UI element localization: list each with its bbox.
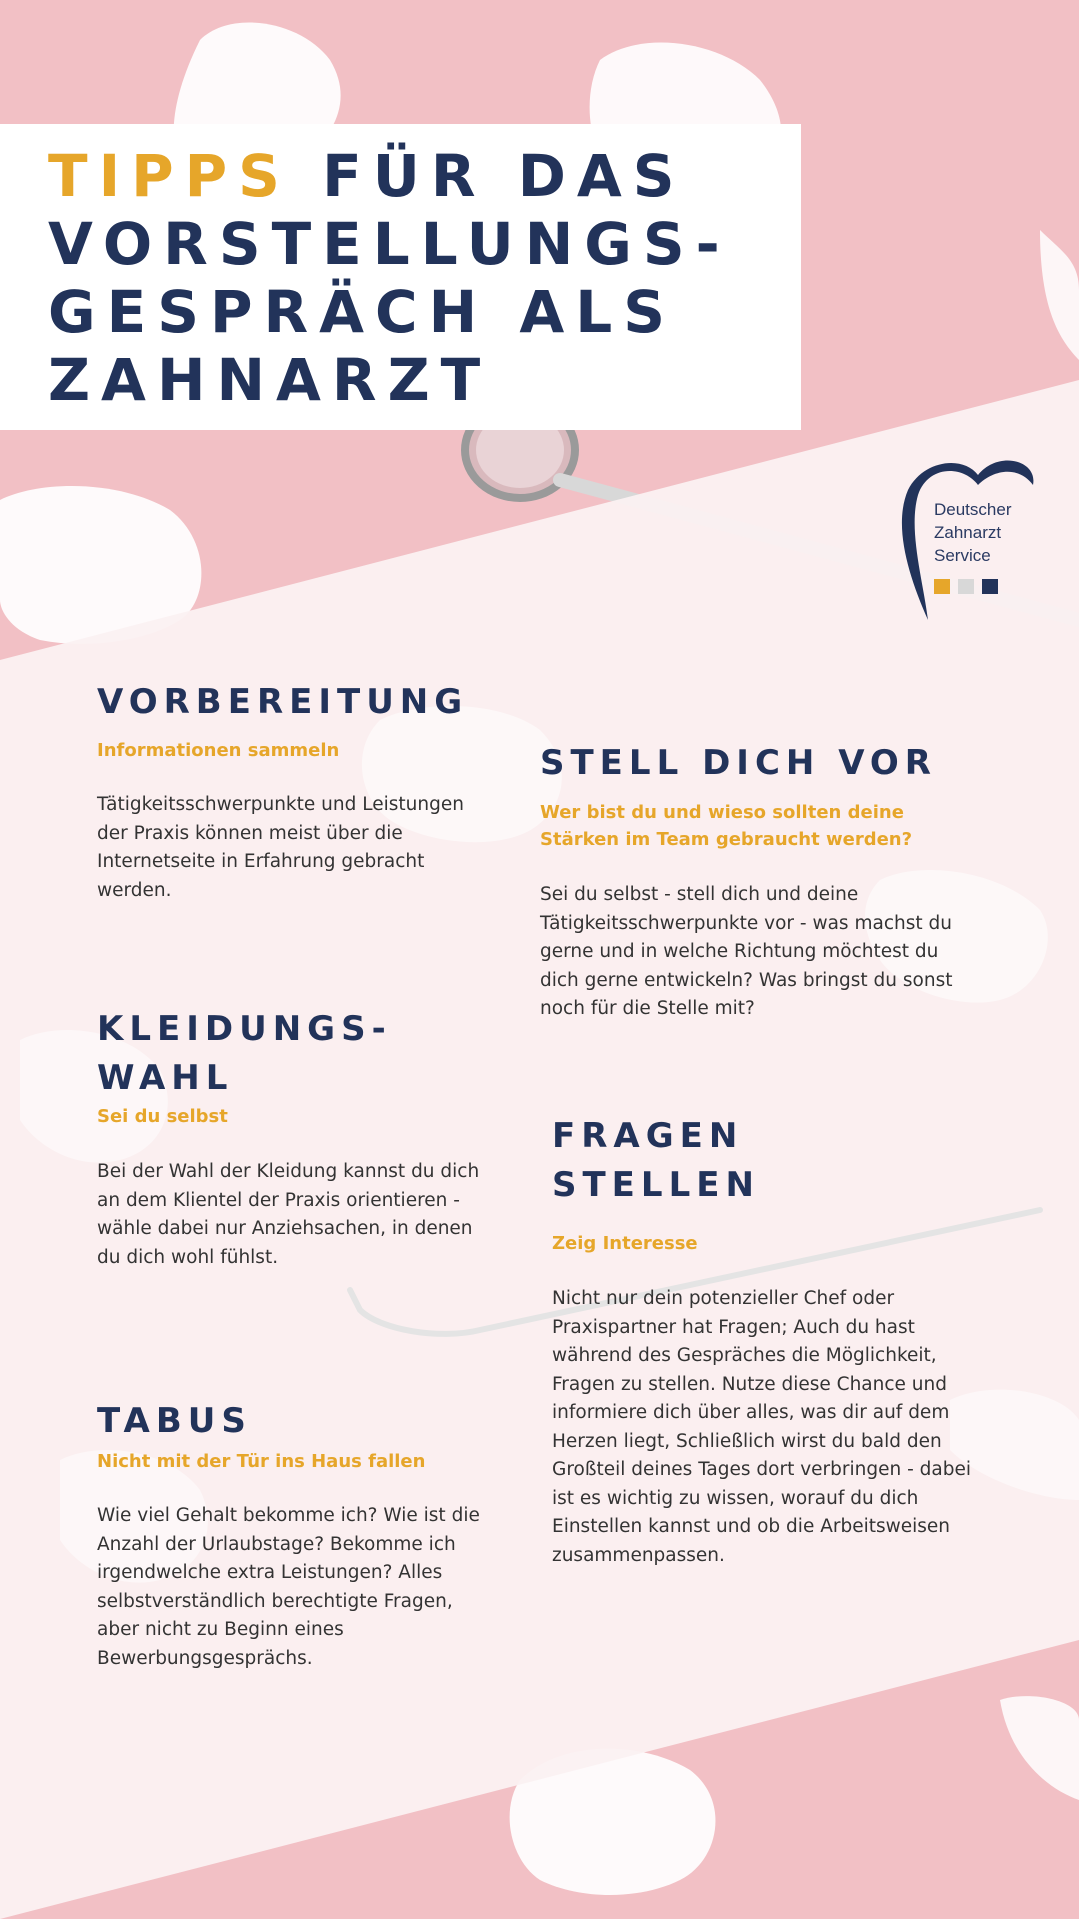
section-heading: STELL DICH VOR [540, 743, 937, 783]
section-heading: TABUS [97, 1401, 252, 1441]
logo-line-2: Zahnarzt [934, 523, 1002, 542]
page-title [48, 142, 731, 414]
section-vorbereitung [97, 678, 497, 905]
section-heading-line-2: STELLEN [552, 1165, 760, 1205]
logo-line-1: Deutscher [934, 500, 1012, 519]
section-heading [97, 1005, 497, 1103]
logo-square-yellow [934, 579, 950, 594]
section-body: Tätigkeitsschwerpunkte und Leistungen der Praxis können meist über die Internetseite in Erfahrung gebracht werden. [97, 794, 464, 901]
title-line-4: ZAHNARZT [48, 346, 492, 414]
section-subtitle: Informationen sammeln [97, 740, 340, 761]
section-body: Nicht nur dein potenzieller Chef oder Praxispartner hat Fragen; Auch du hast während des Gespräches die Möglichkeit, Fragen zu stellen. Nutze diese Chance und informiere dich über alles, was dir auf dem Herzen liegt, Schließlich wirst du bald den Großteil deines Tages dort verbringen - dabei ist es wichtig zu wissen, worauf du dich Einstellen kannst und ob die Arbeitsweisen zusammenpassen. [552, 1288, 971, 1566]
section-subtitle [540, 799, 1000, 853]
section-stell-dich-vor [540, 739, 1000, 1024]
section-subtitle-line-2: Stärken im Team gebraucht werden? [540, 829, 913, 850]
title-line-3: GESPRÄCH ALS [48, 278, 676, 346]
section-tabus [97, 1397, 497, 1673]
section-body: Wie viel Gehalt bekomme ich? Wie ist die Anzahl der Urlaubstage? Bekomme ich irgendwelche extra Leistungen? Alles selbstverständlich berechtigte Fragen, aber nicht zu Beginn eines Bewerbungsgesprächs. [97, 1505, 480, 1669]
section-heading [552, 1112, 1012, 1210]
section-heading-line-1: FRAGEN [552, 1116, 744, 1156]
logo-line-3: Service [934, 546, 991, 565]
section-body: Sei du selbst - stell dich und deine Tätigkeitsschwerpunkte vor - was machst du gerne und in welche Richtung möchtest du dich gerne entwickeln? Was bringst du sonst noch für die Stelle mit? [540, 884, 953, 1019]
section-subtitle: Nicht mit der Tür ins Haus fallen [97, 1451, 426, 1472]
section-heading: VORBEREITUNG [97, 682, 469, 722]
section-subtitle: Sei du selbst [97, 1106, 228, 1127]
section-fragen-stellen [552, 1112, 1012, 1570]
title-line-1: FÜR DAS [322, 142, 686, 210]
logo-wordmark [934, 498, 1011, 567]
title-line-2: VORSTELLUNGS- [48, 210, 731, 278]
section-heading-line-2: WAHL [97, 1058, 234, 1098]
logo-square-navy [982, 579, 998, 594]
section-subtitle-line-1: Wer bist du und wieso sollten deine [540, 802, 904, 823]
logo-square-gray [958, 579, 974, 594]
section-body: Bei der Wahl der Kleidung kannst du dich an dem Klientel der Praxis orientieren - wähle dabei nur Anziehsachen, in denen du dich wohl fühlst. [97, 1161, 480, 1268]
title-accent: TIPPS [48, 142, 291, 210]
section-kleidungswahl [97, 1005, 497, 1272]
section-subtitle: Zeig Interesse [552, 1233, 698, 1254]
section-heading-line-1: KLEIDUNGS- [97, 1009, 392, 1049]
